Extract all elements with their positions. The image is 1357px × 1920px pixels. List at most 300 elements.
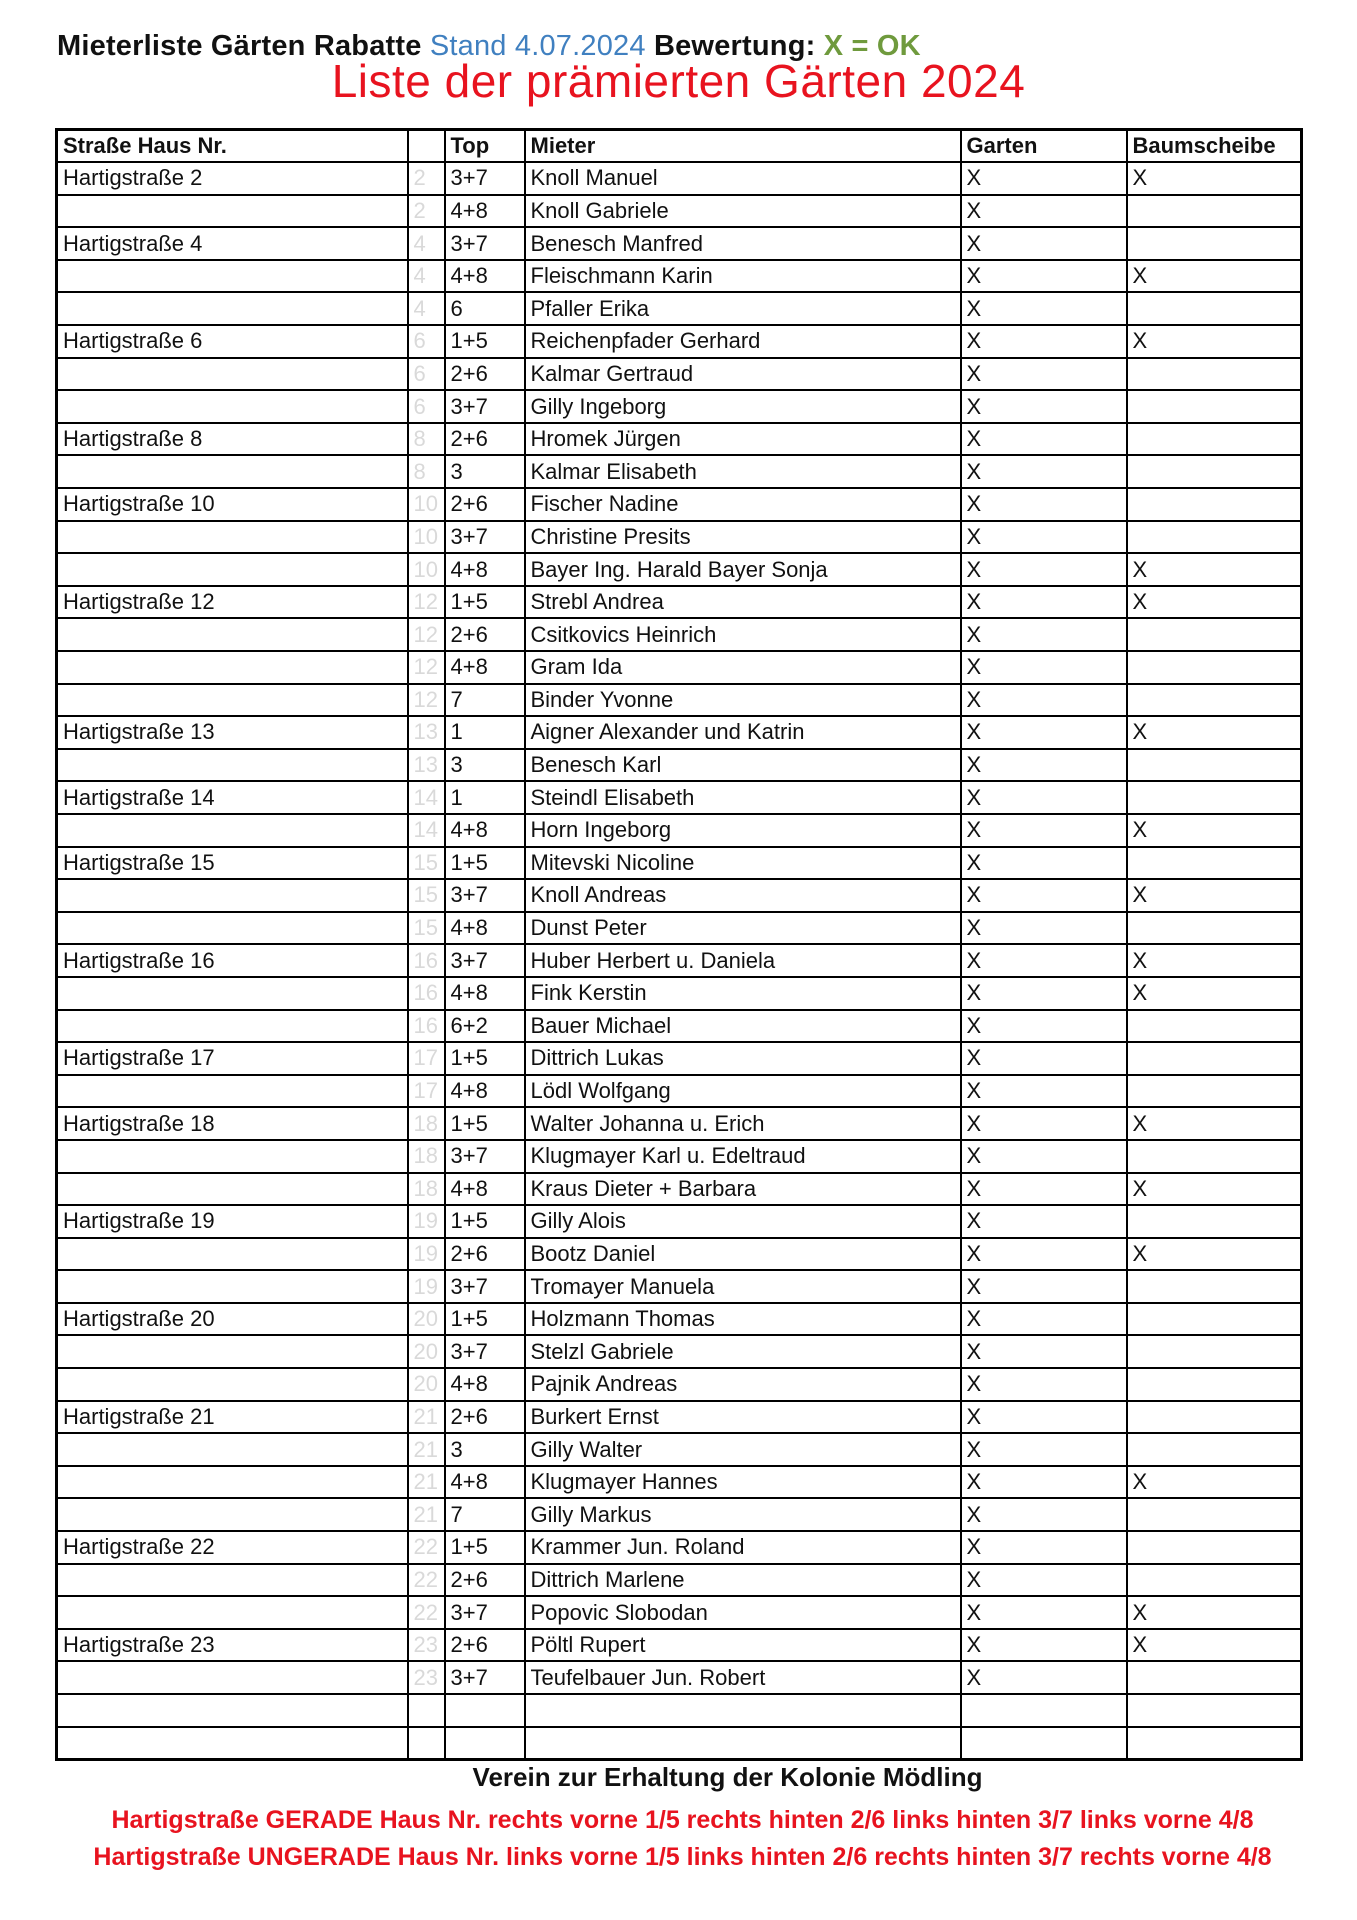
cell-hausnr: 12 bbox=[408, 651, 445, 684]
cell-top: 2+6 bbox=[445, 1629, 525, 1662]
table-row bbox=[57, 358, 1302, 391]
cell-hausnr: 16 bbox=[408, 977, 445, 1010]
cell-hausnr bbox=[408, 1727, 445, 1760]
cell-mieter: Fink Kerstin bbox=[525, 977, 961, 1010]
cell-strasse: Hartigstraße 19 bbox=[57, 1205, 408, 1238]
cell-baumscheibe bbox=[1127, 1564, 1302, 1597]
table-row bbox=[57, 847, 1302, 880]
table-row bbox=[57, 1205, 1302, 1238]
cell-top: 2+6 bbox=[445, 358, 525, 391]
cell-strasse: Hartigstraße 21 bbox=[57, 1401, 408, 1434]
cell-mieter: Popovic Slobodan bbox=[525, 1596, 961, 1629]
cell-baumscheibe bbox=[1127, 390, 1302, 423]
cell-hausnr: 6 bbox=[408, 325, 445, 358]
cell-baumscheibe bbox=[1127, 227, 1302, 260]
cell-baumscheibe: X bbox=[1127, 1238, 1302, 1271]
cell-mieter: Holzmann Thomas bbox=[525, 1303, 961, 1336]
cell-baumscheibe bbox=[1127, 1042, 1302, 1075]
cell-top: 2+6 bbox=[445, 423, 525, 456]
document-subtitle: Liste der prämierten Gärten 2024 bbox=[331, 55, 1026, 107]
cell-top: 4+8 bbox=[445, 977, 525, 1010]
cell-mieter: Klugmayer Karl u. Edeltraud bbox=[525, 1140, 961, 1173]
cell-baumscheibe: X bbox=[1127, 1629, 1302, 1662]
cell-hausnr: 20 bbox=[408, 1368, 445, 1401]
cell-baumscheibe bbox=[1127, 1661, 1302, 1694]
cell-baumscheibe bbox=[1127, 1010, 1302, 1043]
title-legend-x-ok: X = OK bbox=[823, 30, 921, 62]
table-body bbox=[57, 162, 1302, 1759]
cell-hausnr: 18 bbox=[408, 1140, 445, 1173]
cell-hausnr: 2 bbox=[408, 162, 445, 195]
cell-mieter: Fleischmann Karin bbox=[525, 260, 961, 293]
cell-garten: X bbox=[961, 1010, 1127, 1043]
cell-top: 1+5 bbox=[445, 1042, 525, 1075]
cell-mieter bbox=[525, 1694, 961, 1727]
cell-strasse: Hartigstraße 4 bbox=[57, 227, 408, 260]
table-row bbox=[57, 1368, 1302, 1401]
cell-garten: X bbox=[961, 292, 1127, 325]
table-row bbox=[57, 977, 1302, 1010]
cell-garten: X bbox=[961, 1173, 1127, 1206]
table-row bbox=[57, 1173, 1302, 1206]
cell-garten: X bbox=[961, 716, 1127, 749]
footer-association: Verein zur Erhaltung der Kolonie Mödling bbox=[472, 1762, 983, 1792]
cell-top: 3 bbox=[445, 749, 525, 782]
cell-mieter: Steindl Elisabeth bbox=[525, 781, 961, 814]
cell-garten: X bbox=[961, 1661, 1127, 1694]
table-row bbox=[57, 1335, 1302, 1368]
cell-hausnr: 17 bbox=[408, 1042, 445, 1075]
cell-baumscheibe bbox=[1127, 488, 1302, 521]
cell-hausnr: 14 bbox=[408, 781, 445, 814]
cell-top: 3+7 bbox=[445, 1270, 525, 1303]
cell-mieter: Gilly Alois bbox=[525, 1205, 961, 1238]
table-row bbox=[57, 553, 1302, 586]
table-row bbox=[57, 292, 1302, 325]
cell-strasse bbox=[57, 1661, 408, 1694]
cell-hausnr: 15 bbox=[408, 879, 445, 912]
cell-top: 1+5 bbox=[445, 1303, 525, 1336]
cell-strasse bbox=[57, 553, 408, 586]
cell-top: 3+7 bbox=[445, 1140, 525, 1173]
cell-mieter: Hromek Jürgen bbox=[525, 423, 961, 456]
cell-top: 4+8 bbox=[445, 1368, 525, 1401]
table-row bbox=[57, 1140, 1302, 1173]
cell-baumscheibe bbox=[1127, 1140, 1302, 1173]
cell-baumscheibe bbox=[1127, 1205, 1302, 1238]
cell-strasse: Hartigstraße 23 bbox=[57, 1629, 408, 1662]
cell-hausnr: 16 bbox=[408, 944, 445, 977]
cell-top: 1+5 bbox=[445, 1531, 525, 1564]
cell-garten: X bbox=[961, 749, 1127, 782]
cell-top: 3+7 bbox=[445, 521, 525, 554]
cell-strasse bbox=[57, 879, 408, 912]
cell-garten: X bbox=[961, 488, 1127, 521]
cell-strasse bbox=[57, 749, 408, 782]
cell-hausnr: 19 bbox=[408, 1270, 445, 1303]
table-row bbox=[57, 651, 1302, 684]
cell-garten: X bbox=[961, 586, 1127, 619]
table-row bbox=[57, 1075, 1302, 1108]
cell-strasse bbox=[57, 195, 408, 228]
cell-garten: X bbox=[961, 260, 1127, 293]
cell-baumscheibe bbox=[1127, 912, 1302, 945]
cell-top: 7 bbox=[445, 684, 525, 717]
cell-top: 1+5 bbox=[445, 586, 525, 619]
cell-baumscheibe bbox=[1127, 455, 1302, 488]
cell-baumscheibe bbox=[1127, 1303, 1302, 1336]
cell-strasse bbox=[57, 1238, 408, 1271]
cell-garten: X bbox=[961, 912, 1127, 945]
cell-mieter: Pajnik Andreas bbox=[525, 1368, 961, 1401]
cell-hausnr: 21 bbox=[408, 1401, 445, 1434]
cell-garten: X bbox=[961, 162, 1127, 195]
cell-mieter: Gilly Walter bbox=[525, 1433, 961, 1466]
cell-hausnr: 10 bbox=[408, 488, 445, 521]
cell-baumscheibe bbox=[1127, 1075, 1302, 1108]
cell-garten: X bbox=[961, 521, 1127, 554]
cell-garten: X bbox=[961, 1107, 1127, 1140]
cell-mieter: Huber Herbert u. Daniela bbox=[525, 944, 961, 977]
cell-top bbox=[445, 1694, 525, 1727]
cell-mieter: Gilly Markus bbox=[525, 1498, 961, 1531]
cell-hausnr: 14 bbox=[408, 814, 445, 847]
table-row bbox=[57, 325, 1302, 358]
cell-mieter: Binder Yvonne bbox=[525, 684, 961, 717]
cell-mieter: Stelzl Gabriele bbox=[525, 1335, 961, 1368]
cell-mieter: Dittrich Marlene bbox=[525, 1564, 961, 1597]
cell-mieter: Csitkovics Heinrich bbox=[525, 618, 961, 651]
cell-garten: X bbox=[961, 684, 1127, 717]
cell-baumscheibe bbox=[1127, 195, 1302, 228]
cell-strasse bbox=[57, 1498, 408, 1531]
cell-baumscheibe bbox=[1127, 1401, 1302, 1434]
cell-top: 4+8 bbox=[445, 651, 525, 684]
cell-garten: X bbox=[961, 325, 1127, 358]
table-row bbox=[57, 1042, 1302, 1075]
cell-baumscheibe bbox=[1127, 521, 1302, 554]
cell-top: 3+7 bbox=[445, 879, 525, 912]
cell-top: 4+8 bbox=[445, 912, 525, 945]
cell-mieter: Reichenpfader Gerhard bbox=[525, 325, 961, 358]
col-header-mieter: Mieter bbox=[525, 130, 961, 163]
cell-garten bbox=[961, 1727, 1127, 1760]
cell-garten: X bbox=[961, 618, 1127, 651]
cell-garten: X bbox=[961, 1564, 1127, 1597]
cell-hausnr: 22 bbox=[408, 1531, 445, 1564]
cell-garten: X bbox=[961, 1498, 1127, 1531]
cell-garten: X bbox=[961, 879, 1127, 912]
cell-top: 3 bbox=[445, 1433, 525, 1466]
cell-mieter: Pöltl Rupert bbox=[525, 1629, 961, 1662]
cell-hausnr: 18 bbox=[408, 1107, 445, 1140]
cell-baumscheibe: X bbox=[1127, 1466, 1302, 1499]
cell-mieter: Kalmar Elisabeth bbox=[525, 455, 961, 488]
cell-baumscheibe bbox=[1127, 847, 1302, 880]
cell-top: 2+6 bbox=[445, 618, 525, 651]
cell-top: 4+8 bbox=[445, 1466, 525, 1499]
cell-strasse: Hartigstraße 8 bbox=[57, 423, 408, 456]
cell-strasse: Hartigstraße 2 bbox=[57, 162, 408, 195]
cell-strasse: Hartigstraße 22 bbox=[57, 1531, 408, 1564]
cell-hausnr: 15 bbox=[408, 912, 445, 945]
table-row bbox=[57, 1401, 1302, 1434]
cell-garten: X bbox=[961, 651, 1127, 684]
cell-strasse bbox=[57, 814, 408, 847]
cell-strasse bbox=[57, 358, 408, 391]
cell-hausnr: 13 bbox=[408, 716, 445, 749]
cell-hausnr: 19 bbox=[408, 1238, 445, 1271]
cell-strasse bbox=[57, 1368, 408, 1401]
cell-hausnr: 17 bbox=[408, 1075, 445, 1108]
cell-hausnr: 6 bbox=[408, 358, 445, 391]
col-header-garten: Garten bbox=[961, 130, 1127, 163]
title-text-black-2: Bewertung: bbox=[645, 30, 824, 62]
cell-hausnr: 10 bbox=[408, 553, 445, 586]
cell-baumscheibe bbox=[1127, 423, 1302, 456]
cell-strasse bbox=[57, 651, 408, 684]
cell-baumscheibe: X bbox=[1127, 325, 1302, 358]
cell-garten: X bbox=[961, 1596, 1127, 1629]
cell-garten: X bbox=[961, 1238, 1127, 1271]
cell-top: 3+7 bbox=[445, 162, 525, 195]
cell-mieter: Fischer Nadine bbox=[525, 488, 961, 521]
table-row bbox=[57, 944, 1302, 977]
cell-strasse bbox=[57, 292, 408, 325]
cell-garten: X bbox=[961, 553, 1127, 586]
cell-garten: X bbox=[961, 1335, 1127, 1368]
table-row bbox=[57, 455, 1302, 488]
cell-baumscheibe: X bbox=[1127, 716, 1302, 749]
cell-hausnr: 8 bbox=[408, 423, 445, 456]
cell-baumscheibe bbox=[1127, 684, 1302, 717]
cell-mieter: Bootz Daniel bbox=[525, 1238, 961, 1271]
cell-garten: X bbox=[961, 455, 1127, 488]
cell-strasse bbox=[57, 1596, 408, 1629]
cell-strasse bbox=[57, 1564, 408, 1597]
cell-baumscheibe bbox=[1127, 1531, 1302, 1564]
cell-mieter: Tromayer Manuela bbox=[525, 1270, 961, 1303]
table-row bbox=[57, 1661, 1302, 1694]
cell-mieter: Horn Ingeborg bbox=[525, 814, 961, 847]
cell-top: 2+6 bbox=[445, 488, 525, 521]
cell-mieter: Dittrich Lukas bbox=[525, 1042, 961, 1075]
cell-garten: X bbox=[961, 390, 1127, 423]
cell-mieter: Gram Ida bbox=[525, 651, 961, 684]
table-row bbox=[57, 1727, 1302, 1760]
cell-hausnr: 15 bbox=[408, 847, 445, 880]
cell-baumscheibe bbox=[1127, 651, 1302, 684]
cell-top: 1+5 bbox=[445, 1205, 525, 1238]
cell-strasse bbox=[57, 912, 408, 945]
cell-mieter: Dunst Peter bbox=[525, 912, 961, 945]
cell-strasse bbox=[57, 521, 408, 554]
cell-garten: X bbox=[961, 1075, 1127, 1108]
cell-strasse: Hartigstraße 13 bbox=[57, 716, 408, 749]
cell-garten: X bbox=[961, 1042, 1127, 1075]
cell-top: 3+7 bbox=[445, 1596, 525, 1629]
table-header-row bbox=[57, 130, 1302, 163]
cell-mieter: Benesch Karl bbox=[525, 749, 961, 782]
cell-baumscheibe bbox=[1127, 781, 1302, 814]
cell-baumscheibe bbox=[1127, 618, 1302, 651]
cell-strasse: Hartigstraße 15 bbox=[57, 847, 408, 880]
cell-mieter: Kalmar Gertraud bbox=[525, 358, 961, 391]
cell-baumscheibe bbox=[1127, 1335, 1302, 1368]
cell-garten: X bbox=[961, 814, 1127, 847]
table-row bbox=[57, 1010, 1302, 1043]
cell-hausnr: 23 bbox=[408, 1629, 445, 1662]
cell-garten: X bbox=[961, 195, 1127, 228]
cell-strasse: Hartigstraße 17 bbox=[57, 1042, 408, 1075]
cell-hausnr: 12 bbox=[408, 684, 445, 717]
cell-garten: X bbox=[961, 1140, 1127, 1173]
table-row bbox=[57, 1238, 1302, 1271]
cell-baumscheibe: X bbox=[1127, 1107, 1302, 1140]
cell-garten: X bbox=[961, 1466, 1127, 1499]
cell-top: 2+6 bbox=[445, 1564, 525, 1597]
col-header-hausnr bbox=[408, 130, 445, 163]
cell-top: 4+8 bbox=[445, 260, 525, 293]
cell-mieter: Strebl Andrea bbox=[525, 586, 961, 619]
cell-garten: X bbox=[961, 977, 1127, 1010]
table-row bbox=[57, 879, 1302, 912]
cell-hausnr: 10 bbox=[408, 521, 445, 554]
cell-top: 1 bbox=[445, 716, 525, 749]
cell-hausnr: 20 bbox=[408, 1335, 445, 1368]
cell-strasse bbox=[57, 1694, 408, 1727]
cell-baumscheibe: X bbox=[1127, 814, 1302, 847]
cell-strasse: Hartigstraße 16 bbox=[57, 944, 408, 977]
cell-top: 1+5 bbox=[445, 325, 525, 358]
cell-garten: X bbox=[961, 358, 1127, 391]
cell-strasse bbox=[57, 390, 408, 423]
cell-garten: X bbox=[961, 1270, 1127, 1303]
col-header-top: Top bbox=[445, 130, 525, 163]
cell-top: 4+8 bbox=[445, 814, 525, 847]
cell-hausnr: 23 bbox=[408, 1661, 445, 1694]
cell-mieter: Gilly Ingeborg bbox=[525, 390, 961, 423]
cell-mieter: Walter Johanna u. Erich bbox=[525, 1107, 961, 1140]
cell-top: 1+5 bbox=[445, 1107, 525, 1140]
table-row bbox=[57, 1107, 1302, 1140]
cell-baumscheibe bbox=[1127, 749, 1302, 782]
cell-strasse bbox=[57, 1335, 408, 1368]
cell-hausnr: 21 bbox=[408, 1466, 445, 1499]
cell-garten: X bbox=[961, 423, 1127, 456]
cell-hausnr: 21 bbox=[408, 1498, 445, 1531]
cell-garten: X bbox=[961, 944, 1127, 977]
cell-top: 3+7 bbox=[445, 390, 525, 423]
cell-hausnr: 12 bbox=[408, 618, 445, 651]
cell-top: 2+6 bbox=[445, 1238, 525, 1271]
cell-hausnr: 2 bbox=[408, 195, 445, 228]
cell-mieter: Lödl Wolfgang bbox=[525, 1075, 961, 1108]
cell-strasse bbox=[57, 1010, 408, 1043]
cell-baumscheibe bbox=[1127, 1270, 1302, 1303]
cell-baumscheibe: X bbox=[1127, 879, 1302, 912]
table-row bbox=[57, 618, 1302, 651]
title-date-stand: Stand 4.07.2024 bbox=[429, 30, 646, 62]
cell-garten: X bbox=[961, 1531, 1127, 1564]
table-row bbox=[57, 195, 1302, 228]
cell-baumscheibe bbox=[1127, 1498, 1302, 1531]
cell-baumscheibe bbox=[1127, 1727, 1302, 1760]
table-row bbox=[57, 488, 1302, 521]
cell-mieter: Klugmayer Hannes bbox=[525, 1466, 961, 1499]
cell-garten: X bbox=[961, 1205, 1127, 1238]
cell-top: 3+7 bbox=[445, 944, 525, 977]
table-row bbox=[57, 716, 1302, 749]
cell-hausnr: 16 bbox=[408, 1010, 445, 1043]
cell-strasse: Hartigstraße 10 bbox=[57, 488, 408, 521]
table-row bbox=[57, 684, 1302, 717]
table-row bbox=[57, 521, 1302, 554]
cell-top: 6 bbox=[445, 292, 525, 325]
cell-mieter: Kraus Dieter + Barbara bbox=[525, 1173, 961, 1206]
cell-mieter: Knoll Andreas bbox=[525, 879, 961, 912]
cell-top: 2+6 bbox=[445, 1401, 525, 1434]
cell-top: 4+8 bbox=[445, 195, 525, 228]
cell-hausnr: 6 bbox=[408, 390, 445, 423]
cell-garten bbox=[961, 1694, 1127, 1727]
cell-mieter bbox=[525, 1727, 961, 1760]
table-row bbox=[57, 1629, 1302, 1662]
table-row bbox=[57, 162, 1302, 195]
cell-top: 3 bbox=[445, 455, 525, 488]
cell-mieter: Knoll Gabriele bbox=[525, 195, 961, 228]
cell-baumscheibe: X bbox=[1127, 944, 1302, 977]
cell-strasse: Hartigstraße 14 bbox=[57, 781, 408, 814]
cell-mieter: Bayer Ing. Harald Bayer Sonja bbox=[525, 553, 961, 586]
cell-baumscheibe bbox=[1127, 358, 1302, 391]
cell-garten: X bbox=[961, 1303, 1127, 1336]
cell-baumscheibe: X bbox=[1127, 260, 1302, 293]
cell-baumscheibe bbox=[1127, 292, 1302, 325]
cell-strasse bbox=[57, 1270, 408, 1303]
cell-mieter: Mitevski Nicoline bbox=[525, 847, 961, 880]
cell-garten: X bbox=[961, 1433, 1127, 1466]
cell-top: 3+7 bbox=[445, 1335, 525, 1368]
cell-strasse bbox=[57, 1727, 408, 1760]
cell-hausnr: 8 bbox=[408, 455, 445, 488]
table-row bbox=[57, 912, 1302, 945]
cell-mieter: Knoll Manuel bbox=[525, 162, 961, 195]
cell-hausnr: 4 bbox=[408, 260, 445, 293]
table-row bbox=[57, 1694, 1302, 1727]
table-row bbox=[57, 586, 1302, 619]
table-row bbox=[57, 1433, 1302, 1466]
col-header-strasse: Straße Haus Nr. bbox=[57, 130, 408, 163]
cell-strasse bbox=[57, 455, 408, 488]
cell-hausnr: 13 bbox=[408, 749, 445, 782]
cell-garten: X bbox=[961, 1401, 1127, 1434]
footer-note-gerade: Hartigstraße GERADE Haus Nr. rechts vorne 1/5 rechts hinten 2/6 links hinten 3/7 links vorne 4/8 bbox=[111, 1806, 1254, 1834]
cell-baumscheibe: X bbox=[1127, 977, 1302, 1010]
footer-note-ungerade: Hartigstraße UNGERADE Haus Nr. links vorne 1/5 links hinten 2/6 rechts hinten 3/7 rechts vorne 4/8 bbox=[93, 1843, 1272, 1871]
cell-strasse bbox=[57, 260, 408, 293]
table-row bbox=[57, 1498, 1302, 1531]
cell-hausnr: 21 bbox=[408, 1433, 445, 1466]
cell-hausnr: 22 bbox=[408, 1564, 445, 1597]
cell-hausnr: 12 bbox=[408, 586, 445, 619]
cell-baumscheibe bbox=[1127, 1694, 1302, 1727]
cell-baumscheibe: X bbox=[1127, 1173, 1302, 1206]
table-row bbox=[57, 1303, 1302, 1336]
cell-baumscheibe: X bbox=[1127, 162, 1302, 195]
table-row bbox=[57, 781, 1302, 814]
cell-strasse: Hartigstraße 12 bbox=[57, 586, 408, 619]
